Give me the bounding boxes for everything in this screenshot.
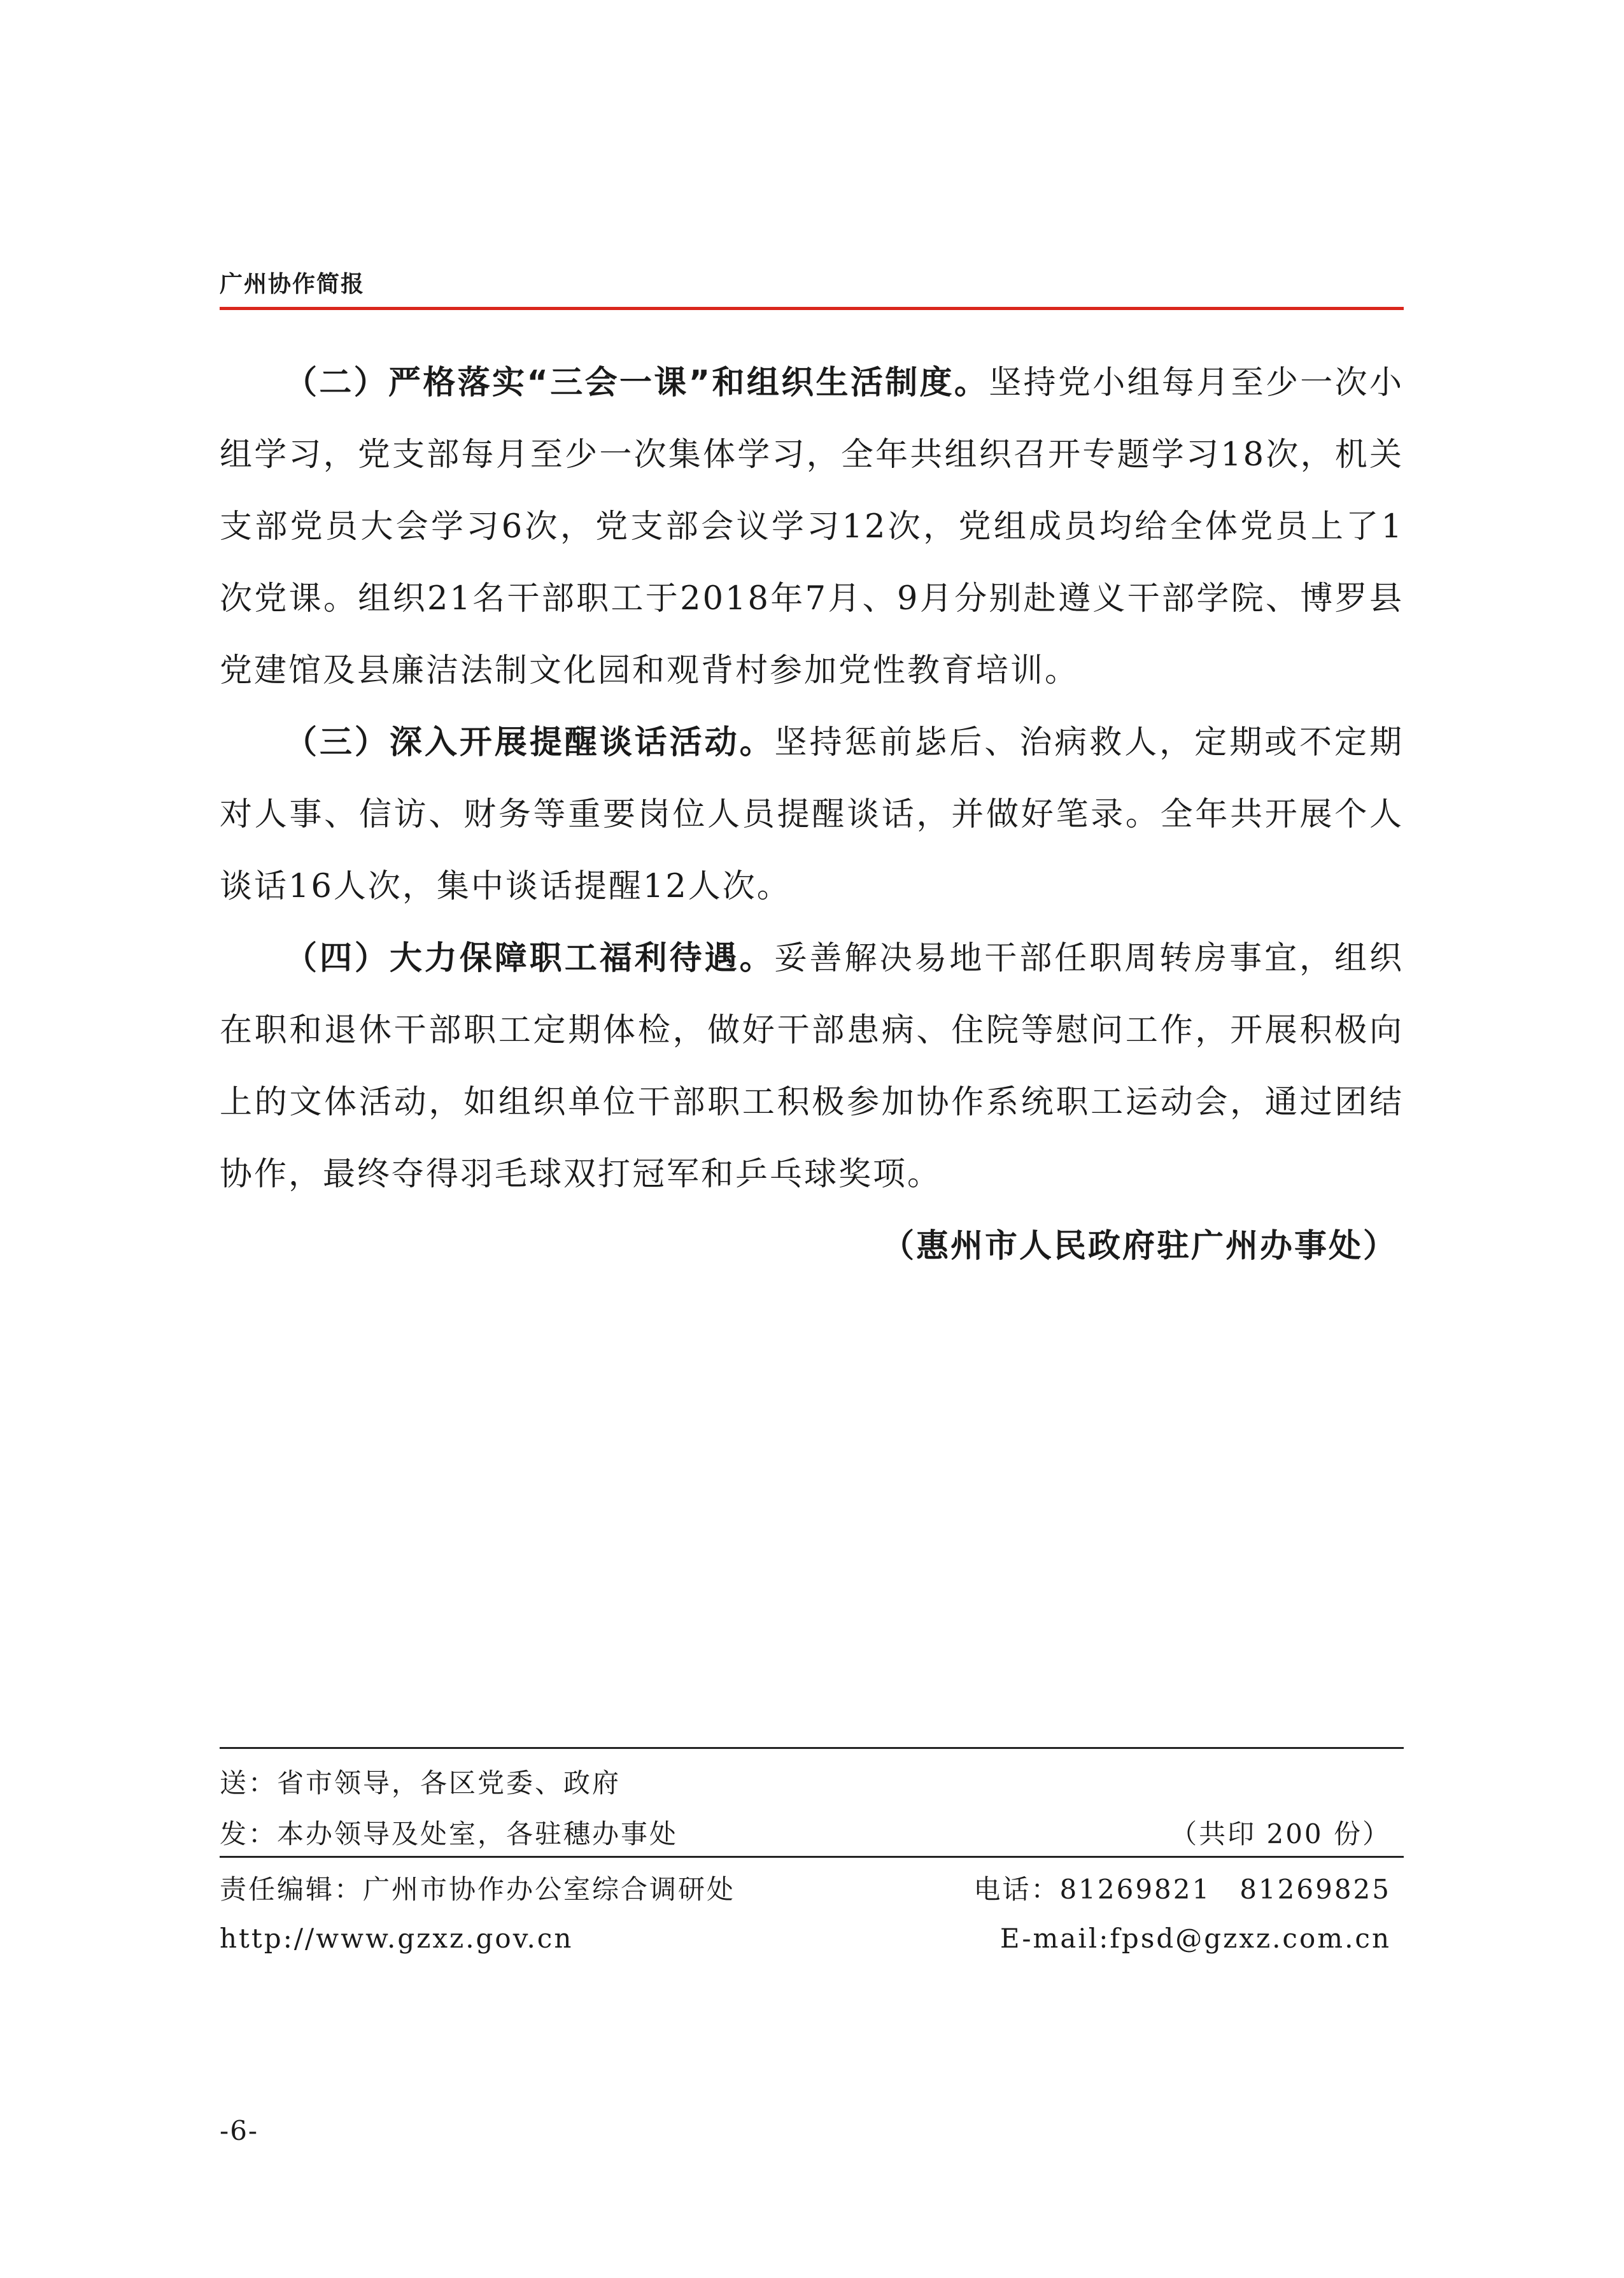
- send-to-text: 送：省市领导，各区党委、政府: [220, 1767, 621, 1799]
- page-number: -6-: [220, 2115, 259, 2146]
- paragraph-heading: （三）深入开展提醒谈话活动。: [285, 724, 775, 761]
- footer-top-rule: [220, 1747, 1404, 1749]
- website-link[interactable]: http://www.gzxz.gov.cn: [220, 1923, 574, 1954]
- footer-editor-line: [220, 1869, 1404, 1907]
- footer-distribute: [220, 1813, 1404, 1851]
- print-count: （共印 200 份）: [1170, 1818, 1391, 1850]
- footer-send-to: [220, 1762, 1404, 1800]
- paragraph-text: 坚持惩前毖后、治病救人，定期或不定期对人事、信访、财务等重要岗位人员提醒谈话，并做好笔录。全年共开展个人谈话16人次，集中谈话提醒12人次。: [220, 724, 1404, 905]
- paragraph-reminder-talks: [220, 707, 1404, 923]
- header-red-rule: [220, 307, 1404, 310]
- paragraph-text: 坚持党小组每月至少一次小组学习，党支部每月至少一次集体学习，全年共组织召开专题学习18次，机关支部党员大会学习6次，党支部会议学习12次，党组成员均给全体党员上了1次党课。组织21名干部职工于2018年7月、9月分别赴遵义干部学院、博罗县党建馆及县廉洁法制文化园和观背村参加党性教育培训。: [220, 364, 1404, 690]
- paragraph-heading: （二）严格落实“三会一课”和组织生活制度。: [285, 364, 989, 402]
- editor-text: 责任编辑：广州市协作办公室综合调研处: [220, 1874, 736, 1905]
- newsletter-title: 广州协作简报: [220, 271, 365, 297]
- email-link[interactable]: E-mail:fpsd@gzxz.com.cn: [999, 1923, 1391, 1954]
- article-body: [220, 347, 1404, 1282]
- footer-web-line: [220, 1923, 1404, 1954]
- paragraph-staff-welfare: [220, 923, 1404, 1210]
- distribute-to-text: 发：本办领导及处室，各驻穗办事处: [220, 1818, 679, 1850]
- footer-middle-rule: [220, 1856, 1404, 1858]
- paragraph-organization-life: [220, 347, 1404, 707]
- paragraph-text: 妥善解决易地干部任职周转房事宜，组织在职和退休干部职工定期体检，做好干部患病、住院等慰问工作，开展积极向上的文体活动，如组织单位干部职工积极参加协作系统职工运动会，通过团结协作，最终夺得羽毛球双打冠军和乒乓球奖项。: [220, 940, 1404, 1193]
- paragraph-heading: （四）大力保障职工福利待遇。: [285, 940, 775, 977]
- author-signature: （惠州市人民政府驻广州办事处）: [881, 1227, 1397, 1265]
- phone-numbers: 电话：81269821 81269825: [973, 1874, 1391, 1905]
